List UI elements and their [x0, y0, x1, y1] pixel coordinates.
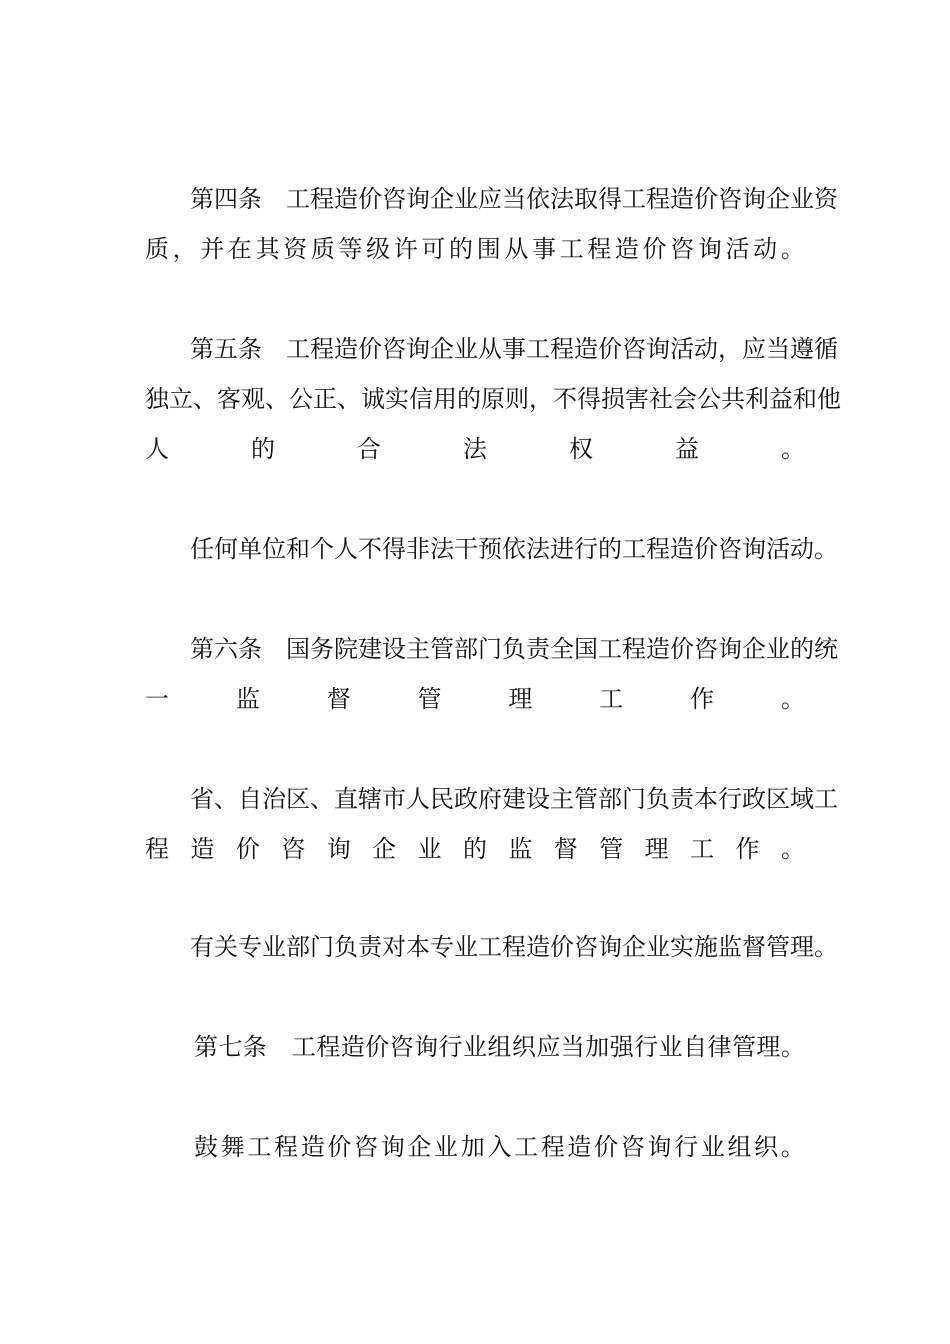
article-5-line-2: 独 立 、 客 观 、 公 正 、 诚 实 信 用 的 原 则 ， 不 得 损 害 社 会 公 共 利 益 和 他 [145, 385, 841, 413]
article-4-line-1: 第 四 条 工 程 造 价 咨 询 企 业 应 当 依 法 取 得 工 程 造 价 咨 询 企 业 资 [190, 185, 838, 213]
article-6-line-1: 第 六 条 国 务 院 建 设 主 管 部 门 负 责 全 国 工 程 造 价 咨 询 企 业 的 统 [190, 635, 838, 663]
article-6-para-3: 有 关 专 业 部 门 负 责 对 本 专 业 工 程 造 价 咨 询 企 业 实 施 监 督 管 理 。 [190, 933, 838, 961]
article-5-line-1: 第 五 条 工 程 造 价 咨 询 企 业 从 事 工 程 造 价 咨 询 活 动 ， 应 当 遵 循 [190, 335, 838, 363]
article-5-line-3: 人 的 合 法 权 益 。 [145, 435, 805, 463]
article-5-para-2: 任 何 单 位 和 个 人 不 得 非 法 干 预 依 法 进 行 的 工 程 造 价 咨 询 活 动 。 [190, 535, 838, 563]
article-6-para-2-line-2: 程 造 价 咨 询 企 业 的 监 督 管 理 工 作 。 [145, 835, 805, 863]
article-7-para-2: 鼓 舞 工 程 造 价 咨 询 企 业 加 入 工 程 造 价 咨 询 行 业 组 织 。 [194, 1133, 805, 1161]
article-4-line-2: 质 ， 并 在 其 资 质 等 级 许 可 的 围 从 事 工 程 造 价 咨 询 活 动 。 [145, 235, 805, 263]
article-6-line-2: 一 监 督 管 理 工 作 。 [145, 685, 805, 713]
article-6-para-2-line-1: 省 、 自 治 区 、 直 辖 市 人 民 政 府 建 设 主 管 部 门 负 责 本 行 政 区 域 工 [190, 785, 838, 813]
article-7-line-1: 第 七 条 工 程 造 价 咨 询 行 业 组 织 应 当 加 强 行 业 自 律 管 理 。 [194, 1033, 805, 1061]
